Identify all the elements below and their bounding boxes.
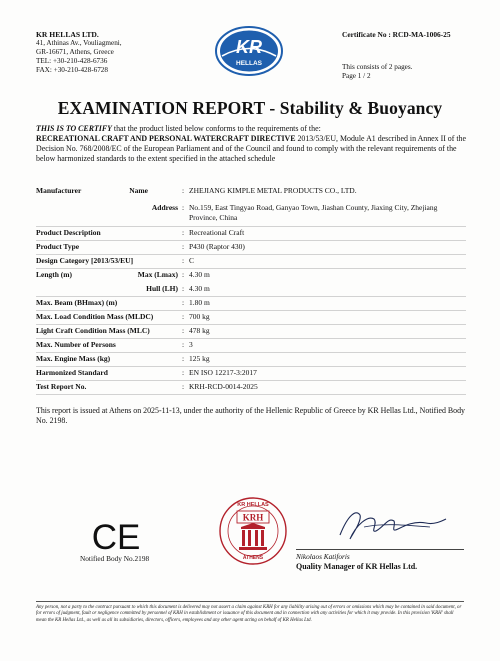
detail-row-length-max [36, 270, 466, 282]
divider [36, 324, 466, 325]
certificate-number: Certificate No : RCD-MA-1006-25 [342, 30, 451, 39]
colon: : [182, 284, 185, 293]
directive-name: RECREATIONAL CRAFT AND PERSONAL WATERCRAFT DIRECTIVE [36, 134, 296, 143]
field-label: Max. Engine Mass (kg) [36, 354, 111, 363]
field-value: 700 kg [189, 312, 210, 321]
field-label: Test Report No. [36, 382, 87, 391]
divider [36, 226, 466, 227]
field-sublabel: Name [129, 186, 148, 195]
issuer-address-line: GR-16671, Athens, Greece [36, 48, 114, 56]
divider [36, 296, 466, 297]
field-value: KRH-RCD-0014-2025 [189, 382, 258, 391]
issuer-name: KR HELLAS LTD. [36, 30, 99, 39]
issuer-tel: TEL: +30-210-428-6736 [36, 57, 108, 65]
field-value: 3 [189, 340, 193, 349]
seal-center-text: KRH [242, 512, 264, 523]
issuer-fax: FAX: +30-210-428-6728 [36, 66, 108, 74]
detail-row-max-beam [36, 298, 466, 310]
signer-title: Quality Manager of KR Hellas Ltd. [296, 562, 418, 571]
detail-row-product-description [36, 228, 466, 240]
colon: : [182, 312, 185, 321]
field-value: EN ISO 12217-3:2017 [189, 368, 257, 377]
colon: : [182, 242, 185, 251]
detail-row-address [36, 203, 466, 225]
field-label: Design Category [2013/53/EU] [36, 256, 134, 265]
ce-mark-text: CE [91, 519, 141, 553]
field-value: 478 kg [189, 326, 210, 335]
divider [36, 352, 466, 353]
handwritten-signature [334, 505, 450, 545]
page-number: Page 1 / 2 [342, 72, 371, 80]
field-value: Recreational Craft [189, 228, 245, 237]
address-line: Province, China [189, 213, 238, 222]
field-label: Length (m) [36, 270, 73, 279]
field-label: Product Description [36, 228, 101, 237]
detail-row-max-persons [36, 340, 466, 352]
address-line: No.159, East Tingyao Road, Ganyao Town, Jiashan County, Jiaxing City, Zhejiang [189, 203, 438, 212]
detail-row-test-report [36, 382, 466, 394]
field-value: 125 kg [189, 354, 210, 363]
directive-text: 2013/53/EU, Module A1 described in Annex II of the Decision No. 768/2008/EC of the European Parliament and of the Council and found to comply with the relevant requirements of the below harmonized standards to the extent specified in the attached schedule [36, 134, 466, 163]
issuer-address-line: 41, Athinas Av., Vouliagmeni, [36, 39, 122, 47]
field-value: 1.80 m [189, 298, 210, 307]
field-label: Max. Number of Persons [36, 340, 116, 349]
detail-row-product-type [36, 242, 466, 254]
colon: : [182, 203, 185, 212]
detail-row-harmonized-standard [36, 368, 466, 380]
field-value: 4.30 m [189, 284, 210, 293]
page-count: This consists of 2 pages. [342, 63, 413, 71]
liability-disclaimer: Any person, not a party to the contract pursuant to which this document is delivered may not assert a claim against KRH for any liability arising out of errors or omissions which may be contained in said document, or for errors of judgment, fault or negligence committed by personnel of KRH in establishment or issuance of this document and in connection with any activities for which it may provide. In this provision 'KRH' shall mean the KR Hellas Ltd., as well as all its subsidiaries, directors, officers, employees and any other agent acting on behalf of KR Hellas Ltd. [36, 601, 464, 624]
ce-mark-icon [88, 519, 144, 553]
divider [36, 310, 466, 311]
issuer-address-block [36, 30, 122, 75]
field-sublabel: Address [151, 203, 178, 212]
issuance-statement: This report is issued at Athens on 2025-11-13, under the authority of the Hellenic Republic of Greece by KR Hellas Ltd., Notified Body No. 2198. [36, 406, 465, 425]
field-value: ZHEJIANG KIMPLE METAL PRODUCTS CO., LTD. [189, 186, 357, 195]
logo-text-kr: KR [236, 37, 262, 57]
kr-hellas-logo [214, 25, 284, 77]
detail-row-design-category [36, 256, 466, 268]
detail-row-max-load-mass [36, 312, 466, 324]
field-label: Max. Beam (BHmax) (m) [36, 298, 118, 307]
colon: : [182, 298, 185, 307]
colon: : [182, 270, 185, 279]
detail-row-max-engine-mass [36, 354, 466, 366]
divider [36, 380, 466, 381]
colon: : [182, 382, 185, 391]
field-value: P430 (Raptor 430) [189, 242, 245, 251]
divider [36, 366, 466, 367]
notified-body-number: Notified Body No.2198 [80, 554, 150, 563]
company-seal [217, 493, 289, 569]
colon: : [182, 186, 185, 195]
divider [36, 240, 466, 241]
field-label: Max. Load Condition Mass (MLDC) [36, 312, 154, 321]
divider [36, 394, 466, 395]
field-value [189, 203, 464, 223]
certify-lead: THIS IS TO CERTIFY [36, 124, 112, 133]
divider [36, 338, 466, 339]
field-label: Manufacturer [36, 186, 82, 195]
field-label: Product Type [36, 242, 80, 251]
field-sublabel: Max (Lmax) [137, 270, 178, 279]
colon: : [182, 228, 185, 237]
field-value: 4.30 m [189, 270, 210, 279]
certificate-info-block [342, 30, 464, 81]
signer-name: Nikolaos Katiforis [296, 552, 350, 561]
divider [36, 268, 466, 269]
detail-row-manufacturer-name [36, 186, 466, 198]
colon: : [182, 326, 185, 335]
detail-row-length-hull [36, 284, 466, 296]
field-sublabel: Hull (LH) [146, 284, 178, 293]
field-label: Harmonized Standard [36, 368, 108, 377]
divider [36, 254, 466, 255]
detail-row-light-craft-mass [36, 326, 466, 338]
colon: : [182, 354, 185, 363]
colon: : [182, 340, 185, 349]
logo-text-hellas: HELLAS [236, 60, 262, 67]
certification-statement [36, 124, 466, 164]
field-value: C [189, 256, 195, 265]
seal-bottom-text: ATHENS [242, 555, 264, 561]
report-title: EXAMINATION REPORT - Stability & Buoyancy [57, 98, 443, 118]
seal-top-text: KR HELLAS [237, 502, 269, 508]
field-label: Light Craft Condition Mass (MLC) [36, 326, 150, 335]
certify-text: that the product listed below conforms to the requirements of the: [111, 124, 321, 133]
colon: : [182, 368, 185, 377]
signature-line [296, 549, 464, 550]
colon: : [182, 256, 185, 265]
